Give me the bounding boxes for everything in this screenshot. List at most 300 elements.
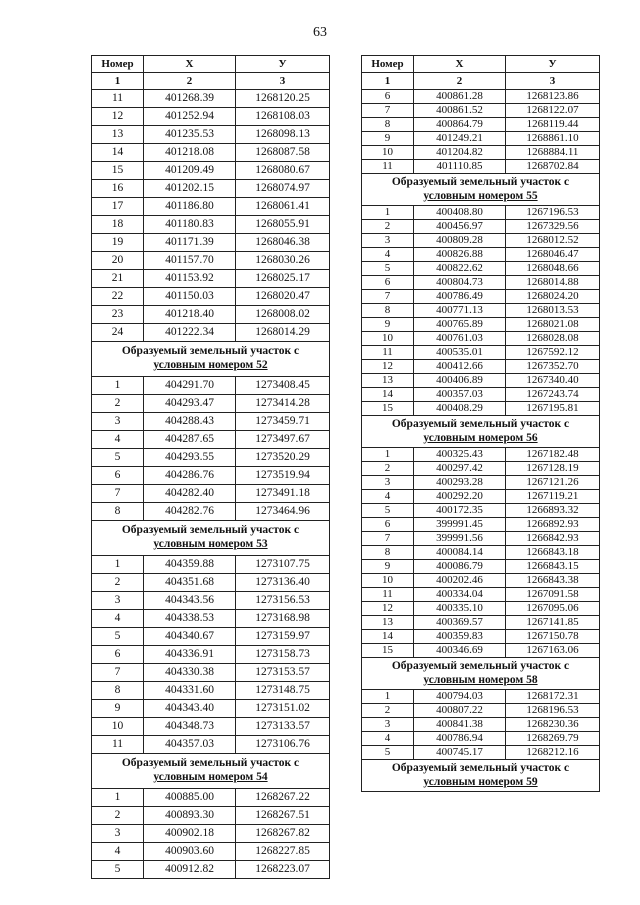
x-coordinate-cell: 400861.52	[414, 104, 506, 118]
column-index-1: 1	[362, 73, 414, 90]
point-number-cell: 15	[362, 644, 414, 658]
y-coordinate-cell: 1267121.26	[506, 476, 600, 490]
parcel-section-title	[92, 754, 330, 789]
parcel-section-title	[92, 521, 330, 556]
table-row	[362, 290, 600, 304]
point-number-cell: 2	[362, 220, 414, 234]
table-row	[362, 504, 600, 518]
y-coordinate-cell: 1273133.57	[236, 718, 330, 736]
parcel-section-line2: условным номером 55	[423, 189, 538, 202]
table-row	[362, 160, 600, 174]
point-number-cell: 3	[362, 718, 414, 732]
y-coordinate-cell: 1273148.75	[236, 682, 330, 700]
point-number-cell: 8	[362, 304, 414, 318]
x-coordinate-cell: 401157.70	[144, 252, 236, 270]
table-row	[92, 467, 330, 485]
x-coordinate-cell: 400903.60	[144, 843, 236, 861]
y-coordinate-cell: 1266843.15	[506, 560, 600, 574]
y-coordinate-cell: 1273136.40	[236, 574, 330, 592]
point-number-cell: 9	[362, 132, 414, 146]
x-coordinate-cell: 401186.80	[144, 198, 236, 216]
table-row	[362, 602, 600, 616]
y-coordinate-cell: 1268046.38	[236, 234, 330, 252]
point-number-cell: 7	[362, 104, 414, 118]
point-number-cell: 12	[362, 360, 414, 374]
x-coordinate-cell: 399991.45	[414, 518, 506, 532]
point-number-cell: 3	[92, 592, 144, 610]
point-number-cell: 11	[362, 346, 414, 360]
x-coordinate-cell: 400786.94	[414, 732, 506, 746]
y-coordinate-cell: 1268861.10	[506, 132, 600, 146]
x-coordinate-cell: 400902.18	[144, 825, 236, 843]
table-row	[362, 560, 600, 574]
table-row	[92, 610, 330, 628]
x-coordinate-cell: 400826.88	[414, 248, 506, 262]
header-x: X	[144, 56, 236, 73]
point-number-cell: 19	[92, 234, 144, 252]
point-number-cell: 4	[92, 610, 144, 628]
x-coordinate-cell: 401202.15	[144, 180, 236, 198]
parcel-section-title	[362, 658, 600, 690]
x-coordinate-cell: 400359.83	[414, 630, 506, 644]
table-row	[92, 90, 330, 108]
y-coordinate-cell: 1268196.53	[506, 704, 600, 718]
point-number-cell: 11	[92, 90, 144, 108]
point-number-cell: 7	[92, 485, 144, 503]
y-coordinate-cell: 1268008.02	[236, 306, 330, 324]
x-coordinate-cell: 404338.53	[144, 610, 236, 628]
point-number-cell: 8	[362, 546, 414, 560]
table-row	[362, 402, 600, 416]
point-number-cell: 15	[362, 402, 414, 416]
y-coordinate-cell: 1267592.12	[506, 346, 600, 360]
point-number-cell: 8	[92, 503, 144, 521]
x-coordinate-cell: 400885.00	[144, 789, 236, 807]
x-coordinate-cell: 401222.34	[144, 324, 236, 342]
y-coordinate-cell: 1273497.67	[236, 431, 330, 449]
parcel-section-title	[362, 416, 600, 448]
table-row	[362, 690, 600, 704]
point-number-cell: 7	[362, 532, 414, 546]
coordinates-table-right	[361, 55, 600, 792]
y-coordinate-cell: 1268702.84	[506, 160, 600, 174]
table-row	[362, 448, 600, 462]
x-coordinate-cell: 401235.53	[144, 126, 236, 144]
point-number-cell: 21	[92, 270, 144, 288]
x-coordinate-cell: 400297.42	[414, 462, 506, 476]
parcel-section-line1: Образуемый земельный участок с	[391, 659, 570, 672]
point-number-cell: 1	[92, 789, 144, 807]
table-row	[92, 646, 330, 664]
point-number-cell: 1	[362, 690, 414, 704]
table-row	[362, 574, 600, 588]
table-row	[362, 532, 600, 546]
point-number-cell: 2	[92, 395, 144, 413]
x-coordinate-cell: 400804.73	[414, 276, 506, 290]
y-coordinate-cell: 1273491.18	[236, 485, 330, 503]
y-coordinate-cell: 1268267.51	[236, 807, 330, 825]
table-row	[92, 807, 330, 825]
y-coordinate-cell: 1268028.08	[506, 332, 600, 346]
point-number-cell: 2	[362, 462, 414, 476]
table-row	[92, 126, 330, 144]
table-row	[92, 664, 330, 682]
y-coordinate-cell: 1273158.73	[236, 646, 330, 664]
y-coordinate-cell: 1267182.48	[506, 448, 600, 462]
parcel-section-header	[362, 760, 600, 792]
x-coordinate-cell: 400172.35	[414, 504, 506, 518]
x-coordinate-cell: 404291.70	[144, 377, 236, 395]
point-number-cell: 5	[92, 628, 144, 646]
point-number-cell: 10	[362, 574, 414, 588]
table-row	[362, 146, 600, 160]
x-coordinate-cell: 400786.49	[414, 290, 506, 304]
x-coordinate-cell: 400765.89	[414, 318, 506, 332]
x-coordinate-cell: 400408.29	[414, 402, 506, 416]
table-row	[362, 588, 600, 602]
y-coordinate-cell: 1273151.02	[236, 700, 330, 718]
x-coordinate-cell: 400408.80	[414, 206, 506, 220]
y-coordinate-cell: 1273153.57	[236, 664, 330, 682]
column-index-1: 1	[92, 73, 144, 90]
table-row	[92, 144, 330, 162]
x-coordinate-cell: 404359.88	[144, 556, 236, 574]
header-row	[92, 56, 330, 73]
y-coordinate-cell: 1268087.58	[236, 144, 330, 162]
table-row	[362, 90, 600, 104]
x-coordinate-cell: 400794.03	[414, 690, 506, 704]
y-coordinate-cell: 1267329.56	[506, 220, 600, 234]
point-number-cell: 9	[92, 700, 144, 718]
point-number-cell: 13	[362, 616, 414, 630]
parcel-section-header	[362, 658, 600, 690]
parcel-section-line2: условным номером 59	[423, 775, 538, 788]
y-coordinate-cell: 1268021.08	[506, 318, 600, 332]
point-number-cell: 1	[92, 556, 144, 574]
table-row	[362, 304, 600, 318]
point-number-cell: 16	[92, 180, 144, 198]
point-number-cell: 11	[362, 588, 414, 602]
table-row	[92, 108, 330, 126]
y-coordinate-cell: 1268046.47	[506, 248, 600, 262]
table-row	[92, 288, 330, 306]
table-body	[92, 90, 330, 879]
header-number: Номер	[92, 56, 144, 73]
table-row	[92, 556, 330, 574]
header-y: У	[506, 56, 600, 73]
y-coordinate-cell: 1267128.19	[506, 462, 600, 476]
table-row	[362, 132, 600, 146]
y-coordinate-cell: 1268030.26	[236, 252, 330, 270]
point-number-cell: 6	[362, 90, 414, 104]
table-row	[92, 861, 330, 879]
y-coordinate-cell: 1268061.41	[236, 198, 330, 216]
table-row	[362, 630, 600, 644]
x-coordinate-cell: 401204.82	[414, 146, 506, 160]
point-number-cell: 5	[92, 861, 144, 879]
y-coordinate-cell: 1268119.44	[506, 118, 600, 132]
parcel-section-header	[92, 342, 330, 377]
x-coordinate-cell: 401218.40	[144, 306, 236, 324]
y-coordinate-cell: 1268020.47	[236, 288, 330, 306]
point-number-cell: 3	[92, 825, 144, 843]
x-coordinate-cell: 401249.21	[414, 132, 506, 146]
x-coordinate-cell: 401218.08	[144, 144, 236, 162]
y-coordinate-cell: 1273107.75	[236, 556, 330, 574]
table-row	[362, 374, 600, 388]
x-coordinate-cell: 404282.40	[144, 485, 236, 503]
parcel-section-title	[92, 342, 330, 377]
table-row	[92, 395, 330, 413]
point-number-cell: 2	[362, 704, 414, 718]
x-coordinate-cell: 400357.03	[414, 388, 506, 402]
point-number-cell: 1	[362, 206, 414, 220]
table-row	[92, 216, 330, 234]
parcel-section-header	[362, 174, 600, 206]
table-row	[92, 574, 330, 592]
x-coordinate-cell: 400335.10	[414, 602, 506, 616]
table-row	[92, 449, 330, 467]
y-coordinate-cell: 1268014.29	[236, 324, 330, 342]
point-number-cell: 14	[92, 144, 144, 162]
table-row	[92, 198, 330, 216]
x-coordinate-cell: 404336.91	[144, 646, 236, 664]
x-coordinate-cell: 401171.39	[144, 234, 236, 252]
y-coordinate-cell: 1273414.28	[236, 395, 330, 413]
table-row	[362, 476, 600, 490]
y-coordinate-cell: 1268098.13	[236, 126, 330, 144]
point-number-cell: 8	[362, 118, 414, 132]
x-coordinate-cell: 400861.28	[414, 90, 506, 104]
y-coordinate-cell: 1268212.16	[506, 746, 600, 760]
column-index-2: 2	[144, 73, 236, 90]
table-row	[92, 162, 330, 180]
x-coordinate-cell: 401150.03	[144, 288, 236, 306]
point-number-cell: 4	[92, 431, 144, 449]
parcel-section-header	[92, 754, 330, 789]
x-coordinate-cell: 404282.76	[144, 503, 236, 521]
x-coordinate-cell: 404351.68	[144, 574, 236, 592]
point-number-cell: 8	[92, 682, 144, 700]
x-coordinate-cell: 401268.39	[144, 90, 236, 108]
table-row	[92, 431, 330, 449]
x-coordinate-cell: 400745.17	[414, 746, 506, 760]
y-coordinate-cell: 1273159.97	[236, 628, 330, 646]
point-number-cell: 12	[92, 108, 144, 126]
table-row	[362, 546, 600, 560]
point-number-cell: 1	[92, 377, 144, 395]
header-row	[362, 56, 600, 73]
coordinates-table-left	[91, 55, 330, 879]
point-number-cell: 4	[92, 843, 144, 861]
parcel-section-title	[362, 760, 600, 792]
table-row	[92, 234, 330, 252]
x-coordinate-cell: 404331.60	[144, 682, 236, 700]
x-coordinate-cell: 404293.55	[144, 449, 236, 467]
table-row	[362, 346, 600, 360]
y-coordinate-cell: 1273106.76	[236, 736, 330, 754]
table-row	[92, 628, 330, 646]
header-y: У	[236, 56, 330, 73]
parcel-section-line1: Образуемый земельный участок с	[121, 345, 300, 358]
x-coordinate-cell: 404343.56	[144, 592, 236, 610]
x-coordinate-cell: 399991.56	[414, 532, 506, 546]
point-number-cell: 3	[92, 413, 144, 431]
y-coordinate-cell: 1267141.85	[506, 616, 600, 630]
parcel-section-header	[92, 521, 330, 556]
x-coordinate-cell: 400292.20	[414, 490, 506, 504]
x-coordinate-cell: 400535.01	[414, 346, 506, 360]
x-coordinate-cell: 400086.79	[414, 560, 506, 574]
parcel-section-line1: Образуемый земельный участок с	[391, 175, 570, 188]
table-row	[362, 490, 600, 504]
table-row	[362, 718, 600, 732]
point-number-cell: 12	[362, 602, 414, 616]
x-coordinate-cell: 401252.94	[144, 108, 236, 126]
point-number-cell: 2	[92, 574, 144, 592]
x-coordinate-cell: 400406.89	[414, 374, 506, 388]
parcel-section-line2: условным номером 52	[153, 359, 268, 371]
point-number-cell: 18	[92, 216, 144, 234]
y-coordinate-cell: 1273459.71	[236, 413, 330, 431]
table-row	[362, 732, 600, 746]
page-number: 63	[313, 25, 327, 40]
x-coordinate-cell: 400202.46	[414, 574, 506, 588]
table-row	[92, 592, 330, 610]
table-row	[362, 360, 600, 374]
point-number-cell: 4	[362, 248, 414, 262]
table-row	[362, 318, 600, 332]
point-number-cell: 13	[362, 374, 414, 388]
point-number-cell: 6	[362, 276, 414, 290]
x-coordinate-cell: 401153.92	[144, 270, 236, 288]
x-coordinate-cell: 400369.57	[414, 616, 506, 630]
point-number-cell: 4	[362, 732, 414, 746]
y-coordinate-cell: 1268080.67	[236, 162, 330, 180]
point-number-cell: 3	[362, 476, 414, 490]
point-number-cell: 11	[92, 736, 144, 754]
y-coordinate-cell: 1268122.07	[506, 104, 600, 118]
y-coordinate-cell: 1268024.20	[506, 290, 600, 304]
y-coordinate-cell: 1268014.88	[506, 276, 600, 290]
point-number-cell: 6	[362, 518, 414, 532]
y-coordinate-cell: 1266842.93	[506, 532, 600, 546]
x-coordinate-cell: 404343.40	[144, 700, 236, 718]
table-row	[92, 413, 330, 431]
table-row	[92, 843, 330, 861]
point-number-cell: 23	[92, 306, 144, 324]
x-coordinate-cell: 400761.03	[414, 332, 506, 346]
point-number-cell: 9	[362, 318, 414, 332]
y-coordinate-cell: 1268267.22	[236, 789, 330, 807]
column-index-row	[362, 73, 600, 90]
x-coordinate-cell: 400346.69	[414, 644, 506, 658]
point-number-cell: 1	[362, 448, 414, 462]
point-number-cell: 6	[92, 467, 144, 485]
x-coordinate-cell: 404348.73	[144, 718, 236, 736]
table-row	[92, 306, 330, 324]
point-number-cell: 10	[92, 718, 144, 736]
y-coordinate-cell: 1268012.52	[506, 234, 600, 248]
point-number-cell: 7	[92, 664, 144, 682]
table-row	[92, 682, 330, 700]
x-coordinate-cell: 400456.97	[414, 220, 506, 234]
point-number-cell: 22	[92, 288, 144, 306]
point-number-cell: 5	[362, 504, 414, 518]
x-coordinate-cell: 400325.43	[414, 448, 506, 462]
table-row	[92, 736, 330, 754]
table-row	[362, 462, 600, 476]
point-number-cell: 17	[92, 198, 144, 216]
y-coordinate-cell: 1268123.86	[506, 90, 600, 104]
table-row	[362, 262, 600, 276]
point-number-cell: 9	[362, 560, 414, 574]
y-coordinate-cell: 1266893.32	[506, 504, 600, 518]
table-row	[362, 332, 600, 346]
point-number-cell: 15	[92, 162, 144, 180]
table-row	[362, 276, 600, 290]
table-row	[92, 700, 330, 718]
point-number-cell: 10	[362, 332, 414, 346]
y-coordinate-cell: 1268884.11	[506, 146, 600, 160]
parcel-section-line1: Образуемый земельный участок с	[391, 761, 570, 774]
table-row	[92, 252, 330, 270]
y-coordinate-cell: 1267119.21	[506, 490, 600, 504]
point-number-cell: 6	[92, 646, 144, 664]
table-row	[362, 118, 600, 132]
parcel-section-line2: условным номером 56	[423, 431, 538, 444]
table-row	[362, 388, 600, 402]
point-number-cell: 3	[362, 234, 414, 248]
y-coordinate-cell: 1268223.07	[236, 861, 330, 879]
y-coordinate-cell: 1266892.93	[506, 518, 600, 532]
point-number-cell: 11	[362, 160, 414, 174]
parcel-section-line1: Образуемый земельный участок с	[391, 417, 570, 430]
y-coordinate-cell: 1268172.31	[506, 690, 600, 704]
y-coordinate-cell: 1268048.66	[506, 262, 600, 276]
y-coordinate-cell: 1268013.53	[506, 304, 600, 318]
table-row	[362, 248, 600, 262]
x-coordinate-cell: 404330.38	[144, 664, 236, 682]
parcel-section-line2: условным номером 54	[153, 771, 268, 783]
y-coordinate-cell: 1267195.81	[506, 402, 600, 416]
y-coordinate-cell: 1273519.94	[236, 467, 330, 485]
point-number-cell: 20	[92, 252, 144, 270]
y-coordinate-cell: 1266843.18	[506, 546, 600, 560]
parcel-section-title	[362, 174, 600, 206]
y-coordinate-cell: 1267150.78	[506, 630, 600, 644]
point-number-cell: 4	[362, 490, 414, 504]
parcel-section-line2: условным номером 58	[423, 673, 538, 686]
table-row	[92, 324, 330, 342]
x-coordinate-cell: 400822.62	[414, 262, 506, 276]
x-coordinate-cell: 401110.85	[414, 160, 506, 174]
y-coordinate-cell: 1268055.91	[236, 216, 330, 234]
table-row	[92, 180, 330, 198]
x-coordinate-cell: 404340.67	[144, 628, 236, 646]
y-coordinate-cell: 1268074.97	[236, 180, 330, 198]
x-coordinate-cell: 401180.83	[144, 216, 236, 234]
x-coordinate-cell: 400084.14	[414, 546, 506, 560]
x-coordinate-cell: 400807.22	[414, 704, 506, 718]
y-coordinate-cell: 1268108.03	[236, 108, 330, 126]
table-row	[362, 746, 600, 760]
point-number-cell: 14	[362, 388, 414, 402]
y-coordinate-cell: 1267196.53	[506, 206, 600, 220]
table-row	[92, 270, 330, 288]
x-coordinate-cell: 400334.04	[414, 588, 506, 602]
x-coordinate-cell: 404288.43	[144, 413, 236, 431]
